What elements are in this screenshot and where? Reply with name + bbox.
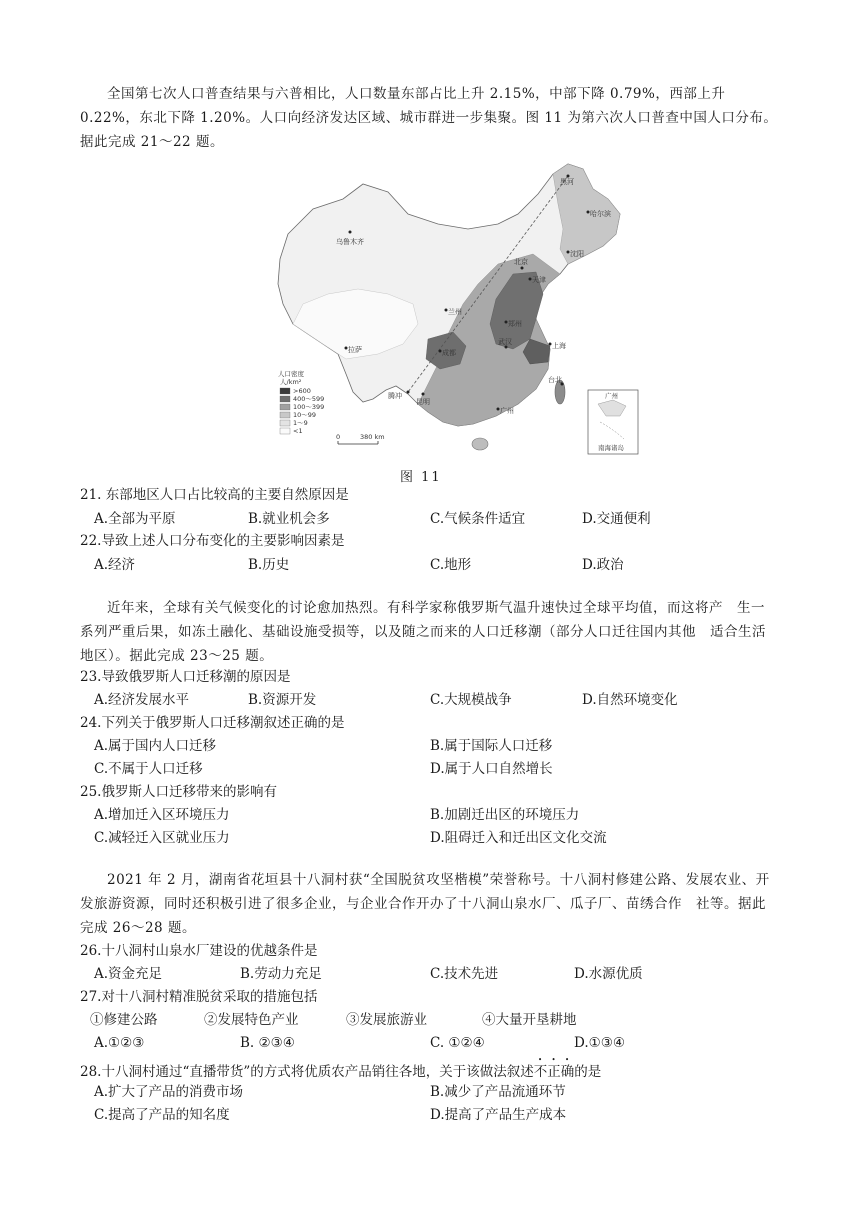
city-harbin-label: 哈尔滨: [590, 210, 611, 218]
question-24-option-a[interactable]: A.属于国内人口迁移: [94, 738, 217, 754]
scale-distance: 380 km: [360, 433, 385, 441]
question-27-item-3: ③发展旅游业: [346, 1012, 427, 1028]
question-28-option-c[interactable]: C.提高了产品的知名度: [94, 1107, 230, 1123]
question-28-stem-after: 的是: [574, 1064, 602, 1080]
question-22-option-c[interactable]: C.地形: [430, 557, 472, 573]
question-21-stem: 21. 东部地区人口占比较高的主要自然原因是: [80, 487, 349, 503]
question-27-item-4: ④大量开垦耕地: [482, 1012, 577, 1028]
question-26-option-a[interactable]: A.资金充足: [94, 966, 163, 982]
legend-item-3: 100～399: [293, 403, 325, 411]
south-china-sea-inset: [588, 390, 638, 454]
city-shenyang-label: 沈阳: [570, 250, 584, 258]
question-27-stem: 27.对十八洞村精准脱贫采取的措施包括: [80, 989, 318, 1005]
question-21-option-d[interactable]: D.交通便利: [582, 511, 651, 527]
legend-item-6: <1: [293, 427, 303, 435]
question-22-option-a[interactable]: A.经济: [94, 557, 136, 573]
intro-paragraph-census: 全国第七次人口普查结果与六普相比，人口数量东部占比上升 2.15%，中部下降 0.79%，西部上升 0.22%，东北下降 1.20%。人口向经济发达区域、城市群进一步集聚。图 11 为第六次人口普查中国人口分布。据此完成 21～22 题。: [80, 86, 778, 150]
city-kunming-label: 昆明: [416, 398, 430, 406]
question-24-stem: 24.下列关于俄罗斯人口迁移潮叙述正确的是: [80, 715, 345, 731]
intro-paragraph-russia: 近年来，全球有关气候变化的讨论愈加热烈。有科学家称俄罗斯气温升速快过全球平均值，而这将产 生一系列严重后果，如冻土融化、基础设施受损等，以及随之而来的人口迁移潮（部分人口迁往国内其他 适合生活地区）。据此完成 23～25 题。: [80, 600, 766, 664]
city-heihe-label: 黑河: [560, 178, 574, 186]
question-24-option-d[interactable]: D.属于人口自然增长: [430, 761, 553, 777]
city-guangzhou-label: 广州: [500, 407, 514, 415]
legend-item-5: 1～9: [293, 419, 308, 427]
question-26-option-d[interactable]: D.水源优质: [574, 966, 643, 982]
question-26-option-c[interactable]: C.技术先进: [430, 966, 499, 982]
legend-item-2: 400～599: [293, 395, 325, 403]
question-25-stem: 25.俄罗斯人口迁移带来的影响有: [80, 784, 277, 800]
question-23-option-d[interactable]: D.自然环境变化: [582, 692, 678, 708]
city-shanghai-label: 上海: [552, 342, 566, 350]
question-27-option-b[interactable]: B. ②③④: [240, 1035, 295, 1051]
question-25-option-c[interactable]: C.减轻迁入区就业压力: [94, 830, 230, 846]
legend-title: 人口密度: [278, 370, 304, 378]
question-24-option-c[interactable]: C.不属于人口迁移: [94, 761, 203, 777]
question-27-item-1: ①修建公路: [90, 1012, 158, 1028]
inset-label: 南海诸岛: [598, 444, 624, 452]
legend-unit: 人/km²: [280, 378, 302, 386]
question-25-option-d[interactable]: D.阻碍迁入和迁出区文化交流: [430, 830, 607, 846]
question-23-option-a[interactable]: A.经济发展水平: [94, 692, 190, 708]
population-density-map: [268, 154, 648, 460]
question-24-option-b[interactable]: B.属于国际人口迁移: [430, 738, 553, 754]
question-25-option-b[interactable]: B.加剧迁出区的环境压力: [430, 807, 580, 823]
question-22-option-b[interactable]: B.历史: [248, 557, 290, 573]
city-chengdu-label: 成都: [442, 349, 456, 357]
city-wuhan-label: 武汉: [498, 338, 512, 346]
city-tianjin-label: 天津: [532, 276, 546, 284]
question-28-stem-emphasis: 不正确: [533, 1064, 575, 1080]
question-23-option-c[interactable]: C.大规模战争: [430, 692, 512, 708]
question-27-option-d[interactable]: D.①③④: [574, 1035, 625, 1051]
question-28-stem: [80, 1056, 601, 1083]
city-urumqi-label: 乌鲁木齐: [336, 238, 364, 246]
question-28-option-d[interactable]: D.提高了产品生产成本: [430, 1107, 567, 1123]
question-27-option-a[interactable]: A.①②③: [94, 1035, 145, 1051]
question-26-option-b[interactable]: B.劳动力充足: [240, 966, 322, 982]
scale-zero: 0: [336, 433, 341, 441]
question-25-option-a[interactable]: A.增加迁入区环境压力: [94, 807, 230, 823]
scale-bar: [336, 433, 385, 444]
city-zhengzhou-label: 郑州: [508, 320, 522, 328]
question-28-option-b[interactable]: B.减少了产品流通环节: [430, 1084, 566, 1100]
question-23-option-b[interactable]: B.资源开发: [248, 692, 317, 708]
question-21-option-a[interactable]: A.全部为平原: [94, 511, 176, 527]
city-lanzhou-label: 兰州: [448, 308, 462, 316]
city-beijing-label: 北京: [514, 258, 528, 266]
hainan-island: [472, 438, 488, 450]
city-lhasa-label: 拉萨: [348, 346, 362, 354]
question-21-option-c[interactable]: C.气候条件适宜: [430, 511, 526, 527]
question-27-item-2: ②发展特色产业: [204, 1012, 299, 1028]
legend-item-4: 10～99: [293, 411, 317, 419]
question-21-option-b[interactable]: B.就业机会多: [248, 511, 330, 527]
city-tengchong-label: 腾冲: [388, 392, 402, 400]
question-28-option-a[interactable]: A.扩大了产品的消费市场: [94, 1084, 244, 1100]
question-28-stem-before: 28.十八洞村通过“直播带货”的方式将优质农产品销往各地，关于该做法叙述: [80, 1064, 534, 1080]
question-26-stem: 26.十八洞村山泉水厂建设的优越条件是: [80, 943, 318, 959]
question-27-option-c[interactable]: C. ①②④: [430, 1035, 485, 1051]
city-taibei-label: 台北: [548, 376, 562, 384]
china-map-svg: [268, 154, 648, 460]
figure-caption: 图 11: [400, 470, 442, 485]
intro-paragraph-shibadong: 2021 年 2 月，湖南省花垣县十八洞村获“全国脱贫攻坚楷模”荣誉称号。十八洞村修建公路、发展农业、开发旅游资源，同时还积极引进了很多企业，与企业合作开办了十八洞山泉水厂、瓜子厂、苗绣合作 社等。据此完成 26～28 题。: [80, 872, 770, 936]
question-23-stem: 23.导致俄罗斯人口迁移潮的原因是: [80, 669, 291, 685]
question-22-option-d[interactable]: D.政治: [582, 557, 624, 573]
question-22-stem: 22.导致上述人口分布变化的主要影响因素是: [80, 533, 345, 549]
inset-guangzhou-label: 广州: [605, 392, 618, 400]
legend-item-1: >600: [293, 387, 311, 395]
map-legend: [278, 369, 324, 435]
